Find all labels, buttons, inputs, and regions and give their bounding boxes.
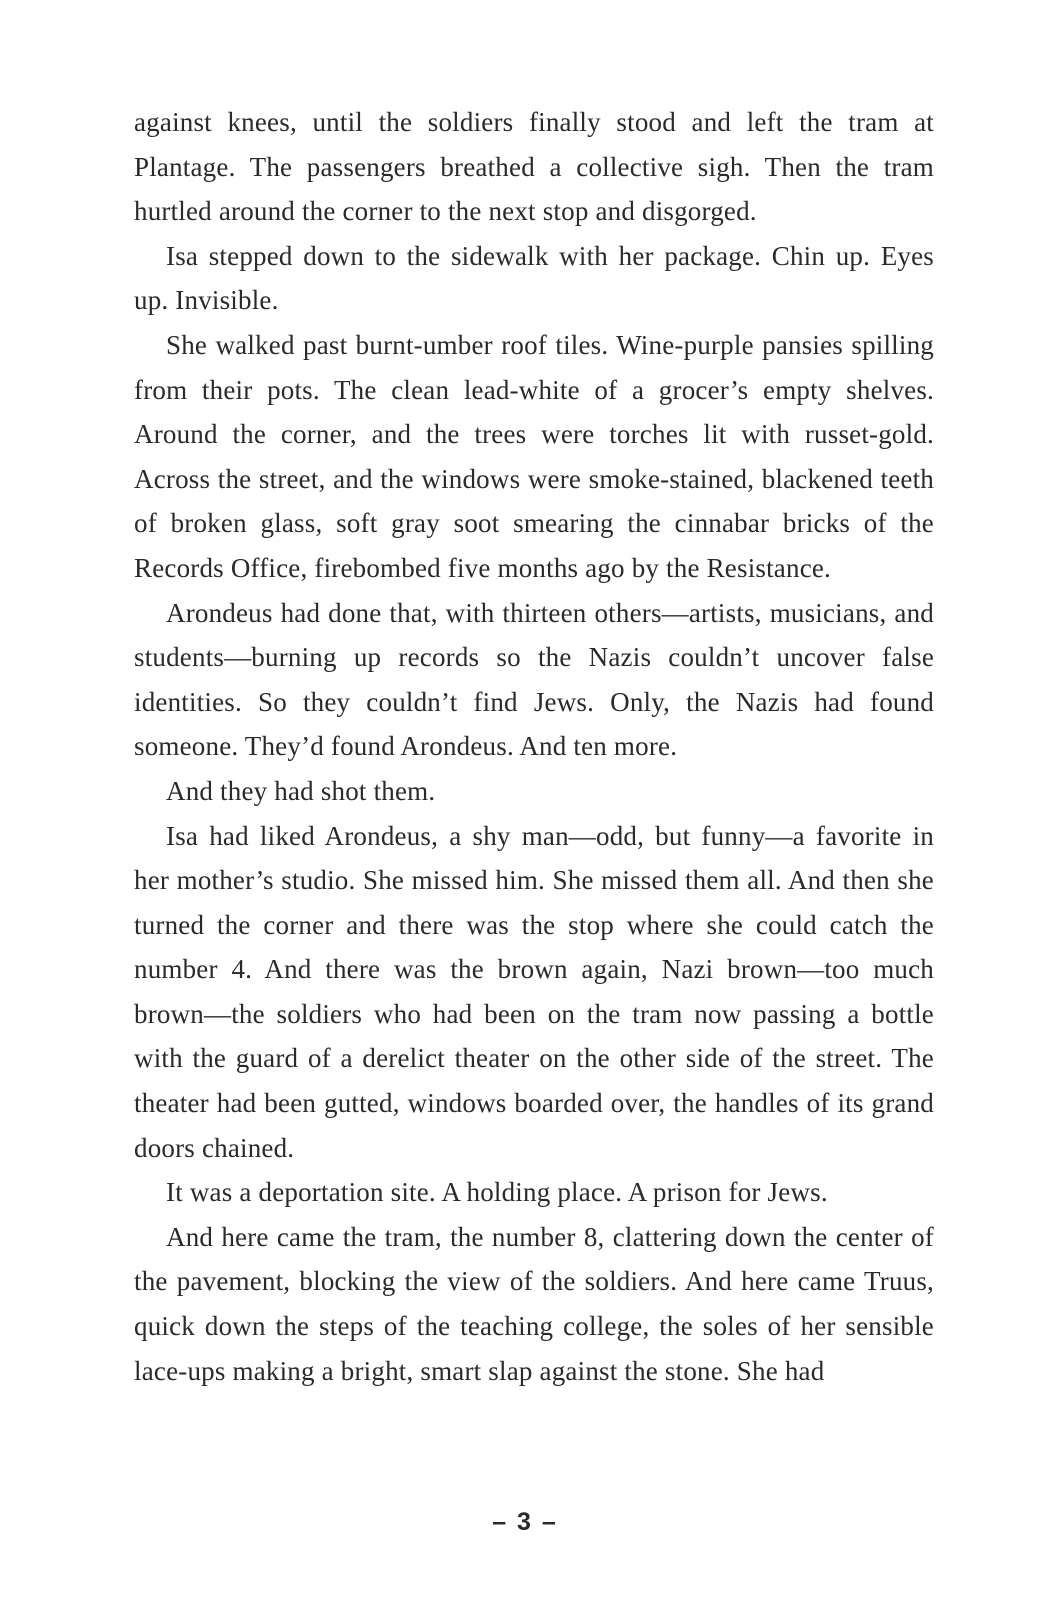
- paragraph-continuation: against knees, until the soldiers finally stood and left the tram at Plantage. The passengers breathed a collective sigh. Then the tram hurtled around the corner to the next stop and disgorged.: [134, 107, 934, 227]
- paragraph: Isa stepped down to the sidewalk with her package. Chin up. Eyes up. Invisible.: [134, 240, 934, 316]
- body-text: [134, 100, 934, 1393]
- paragraph: Arondeus had done that, with thirteen others—artists, musicians, and students—burning up records so the Nazis couldn’t uncover false identities. So they couldn’t find Jews. Only, the Nazis had found someone. They’d found Arondeus. And ten more.: [134, 597, 934, 762]
- paragraph: And they had shot them.: [166, 775, 436, 806]
- page-number: – 3 –: [492, 1508, 558, 1536]
- paragraph: And here came the tram, the number 8, clattering down the center of the pavement, blocking the view of the soldiers. And here came Truus, quick down the steps of the teaching college, the soles of her sensible lace-ups making a bright, smart slap against the stone. She had: [134, 1221, 934, 1386]
- paragraph: It was a deportation site. A holding place. A prison for Jews.: [166, 1177, 828, 1208]
- paragraph: Isa had liked Arondeus, a shy man—odd, but funny—a favorite in her mother’s studio. She missed him. She missed them all. And then she turned the corner and there was the stop where she could catch the number 4. And there was the brown again, Nazi brown—too much brown—the soldiers who had been on the tram now passing a bottle with the guard of a derelict theater on the other side of the street. The theater had been gutted, windows boarded over, the handles of its grand doors chained.: [134, 820, 934, 1163]
- paragraph: She walked past burnt-umber roof tiles. Wine-purple pansies spilling from their pots. The clean lead-white of a grocer’s empty shelves. Around the corner, and the trees were torches lit with russet-gold. Across the street, and the windows were smoke-stained, blackened teeth of broken glass, soft gray soot smearing the cinnabar bricks of the Records Office, firebombed five months ago by the Resistance.: [134, 329, 934, 583]
